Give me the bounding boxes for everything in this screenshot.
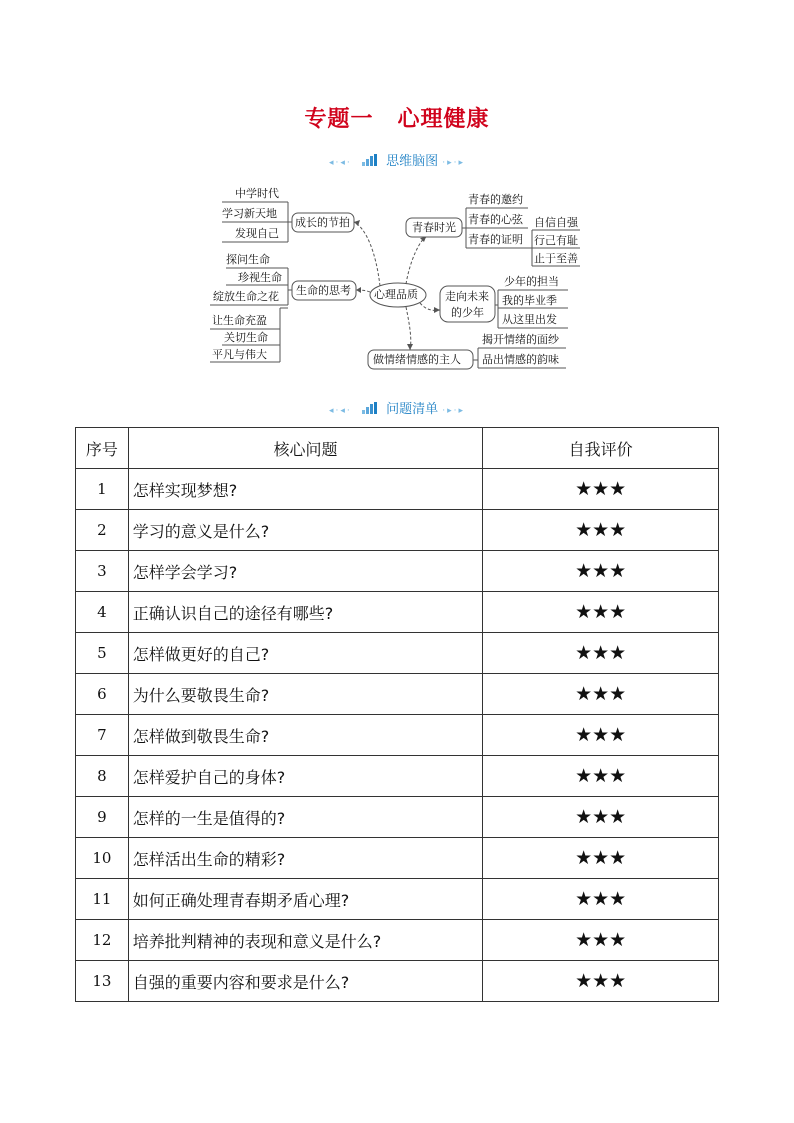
mindmap-node-emotion: 做情绪情感的主人 bbox=[373, 353, 461, 366]
row-number: 3 bbox=[76, 551, 129, 592]
row-rating-stars: ★★★ bbox=[483, 510, 719, 551]
table-row bbox=[76, 715, 719, 756]
mindmap-item-self-confidence: 自信自强 bbox=[534, 216, 578, 229]
row-number: 13 bbox=[76, 961, 129, 1002]
row-number: 5 bbox=[76, 633, 129, 674]
row-question: 正确认识自己的途径有哪些? bbox=[128, 592, 483, 633]
row-rating-stars: ★★★ bbox=[483, 838, 719, 879]
table-header-row bbox=[76, 428, 719, 469]
row-number: 6 bbox=[76, 674, 129, 715]
mindmap-item-responsibility: 少年的担当 bbox=[504, 275, 559, 288]
dots-right-icon: ·▸·▸ bbox=[442, 158, 465, 168]
row-number: 10 bbox=[76, 838, 129, 879]
table-row bbox=[76, 920, 719, 961]
row-rating-stars: ★★★ bbox=[483, 633, 719, 674]
row-question: 怎样做到敬畏生命? bbox=[128, 715, 483, 756]
dots-right-icon: ·▸·▸ bbox=[442, 406, 465, 416]
row-question: 为什么要敬畏生命? bbox=[128, 674, 483, 715]
bar-chart-icon bbox=[362, 154, 378, 166]
mind-map bbox=[200, 180, 580, 372]
row-number: 9 bbox=[76, 797, 129, 838]
table-row bbox=[76, 633, 719, 674]
title-subject: 心理健康 bbox=[397, 107, 490, 132]
row-number: 8 bbox=[76, 756, 129, 797]
mindmap-node-growth: 成长的节拍 bbox=[295, 216, 350, 229]
mindmap-item-youth-proof: 青春的证明 bbox=[468, 233, 523, 246]
row-rating-stars: ★★★ bbox=[483, 920, 719, 961]
question-table bbox=[75, 427, 719, 1002]
header-number: 序号 bbox=[76, 428, 129, 469]
page-title bbox=[0, 102, 794, 133]
row-number: 7 bbox=[76, 715, 129, 756]
mindmap-item-bloom-life: 绽放生命之花 bbox=[213, 290, 279, 303]
mindmap-item-new-world: 学习新天地 bbox=[222, 207, 277, 220]
row-question: 如何正确处理青春期矛盾心理? bbox=[128, 879, 483, 920]
mindmap-item-enrich-life: 让生命充盈 bbox=[212, 314, 267, 327]
title-topic: 专题一 bbox=[304, 107, 374, 132]
header-question: 核心问题 bbox=[128, 428, 483, 469]
section-title-mindmap: 思维脑图 bbox=[386, 154, 439, 169]
row-number: 1 bbox=[76, 469, 129, 510]
row-rating-stars: ★★★ bbox=[483, 879, 719, 920]
mindmap-node-youth: 青春时光 bbox=[412, 221, 456, 234]
row-question: 怎样爱护自己的身体? bbox=[128, 756, 483, 797]
mindmap-item-youth-heart: 青春的心弦 bbox=[468, 213, 523, 226]
section-header-questions bbox=[0, 398, 794, 417]
table-row bbox=[76, 756, 719, 797]
row-number: 2 bbox=[76, 510, 129, 551]
bar-chart-icon bbox=[362, 402, 378, 414]
row-rating-stars: ★★★ bbox=[483, 469, 719, 510]
table-row bbox=[76, 592, 719, 633]
mindmap-node-life: 生命的思考 bbox=[296, 284, 351, 297]
mindmap-item-emotion-charm: 品出情感的韵味 bbox=[482, 353, 559, 366]
mindmap-item-ordinary-great: 平凡与伟大 bbox=[212, 348, 267, 361]
row-rating-stars: ★★★ bbox=[483, 756, 719, 797]
row-question: 学习的意义是什么? bbox=[128, 510, 483, 551]
row-number: 11 bbox=[76, 879, 129, 920]
row-question: 怎样的一生是值得的? bbox=[128, 797, 483, 838]
mindmap-item-cherish-life: 珍视生命 bbox=[238, 271, 282, 284]
row-question: 怎样实现梦想? bbox=[128, 469, 483, 510]
mindmap-item-middle-school: 中学时代 bbox=[235, 187, 279, 200]
row-number: 12 bbox=[76, 920, 129, 961]
header-rating: 自我评价 bbox=[483, 428, 719, 469]
row-number: 4 bbox=[76, 592, 129, 633]
table-row bbox=[76, 469, 719, 510]
row-question: 怎样活出生命的精彩? bbox=[128, 838, 483, 879]
mindmap-item-emotion-veil: 揭开情绪的面纱 bbox=[482, 333, 559, 346]
mindmap-item-start-here: 从这里出发 bbox=[502, 313, 557, 326]
row-rating-stars: ★★★ bbox=[483, 551, 719, 592]
mindmap-item-youth-invite: 青春的邀约 bbox=[468, 193, 523, 206]
mindmap-node-future-line2: 的少年 bbox=[451, 306, 484, 319]
row-question: 怎样做更好的自己? bbox=[128, 633, 483, 674]
dots-left-icon: ◂·◂· bbox=[329, 406, 352, 416]
mindmap-item-care-life: 关切生命 bbox=[224, 331, 268, 344]
table-row bbox=[76, 879, 719, 920]
row-rating-stars: ★★★ bbox=[483, 592, 719, 633]
section-title-questions: 问题清单 bbox=[386, 402, 439, 417]
mindmap-item-highest-good: 止于至善 bbox=[534, 252, 578, 265]
table-row bbox=[76, 674, 719, 715]
table-row bbox=[76, 838, 719, 879]
mindmap-center: 心理品质 bbox=[374, 288, 418, 301]
table-row bbox=[76, 961, 719, 1002]
mindmap-item-graduation: 我的毕业季 bbox=[502, 294, 557, 307]
row-question: 培养批判精神的表现和意义是什么? bbox=[128, 920, 483, 961]
mindmap-item-explore-life: 探问生命 bbox=[226, 253, 270, 266]
row-rating-stars: ★★★ bbox=[483, 961, 719, 1002]
row-rating-stars: ★★★ bbox=[483, 715, 719, 756]
table-row bbox=[76, 797, 719, 838]
table-row bbox=[76, 510, 719, 551]
row-rating-stars: ★★★ bbox=[483, 674, 719, 715]
table-row bbox=[76, 551, 719, 592]
mindmap-node-future-line1: 走向未来 bbox=[445, 290, 489, 303]
row-question: 怎样学会学习? bbox=[128, 551, 483, 592]
row-rating-stars: ★★★ bbox=[483, 797, 719, 838]
row-question: 自强的重要内容和要求是什么? bbox=[128, 961, 483, 1002]
mindmap-item-discover-self: 发现自己 bbox=[235, 227, 279, 240]
mindmap-item-sense-of-shame: 行己有耻 bbox=[534, 234, 578, 247]
dots-left-icon: ◂·◂· bbox=[329, 158, 352, 168]
section-header-mindmap bbox=[0, 150, 794, 169]
